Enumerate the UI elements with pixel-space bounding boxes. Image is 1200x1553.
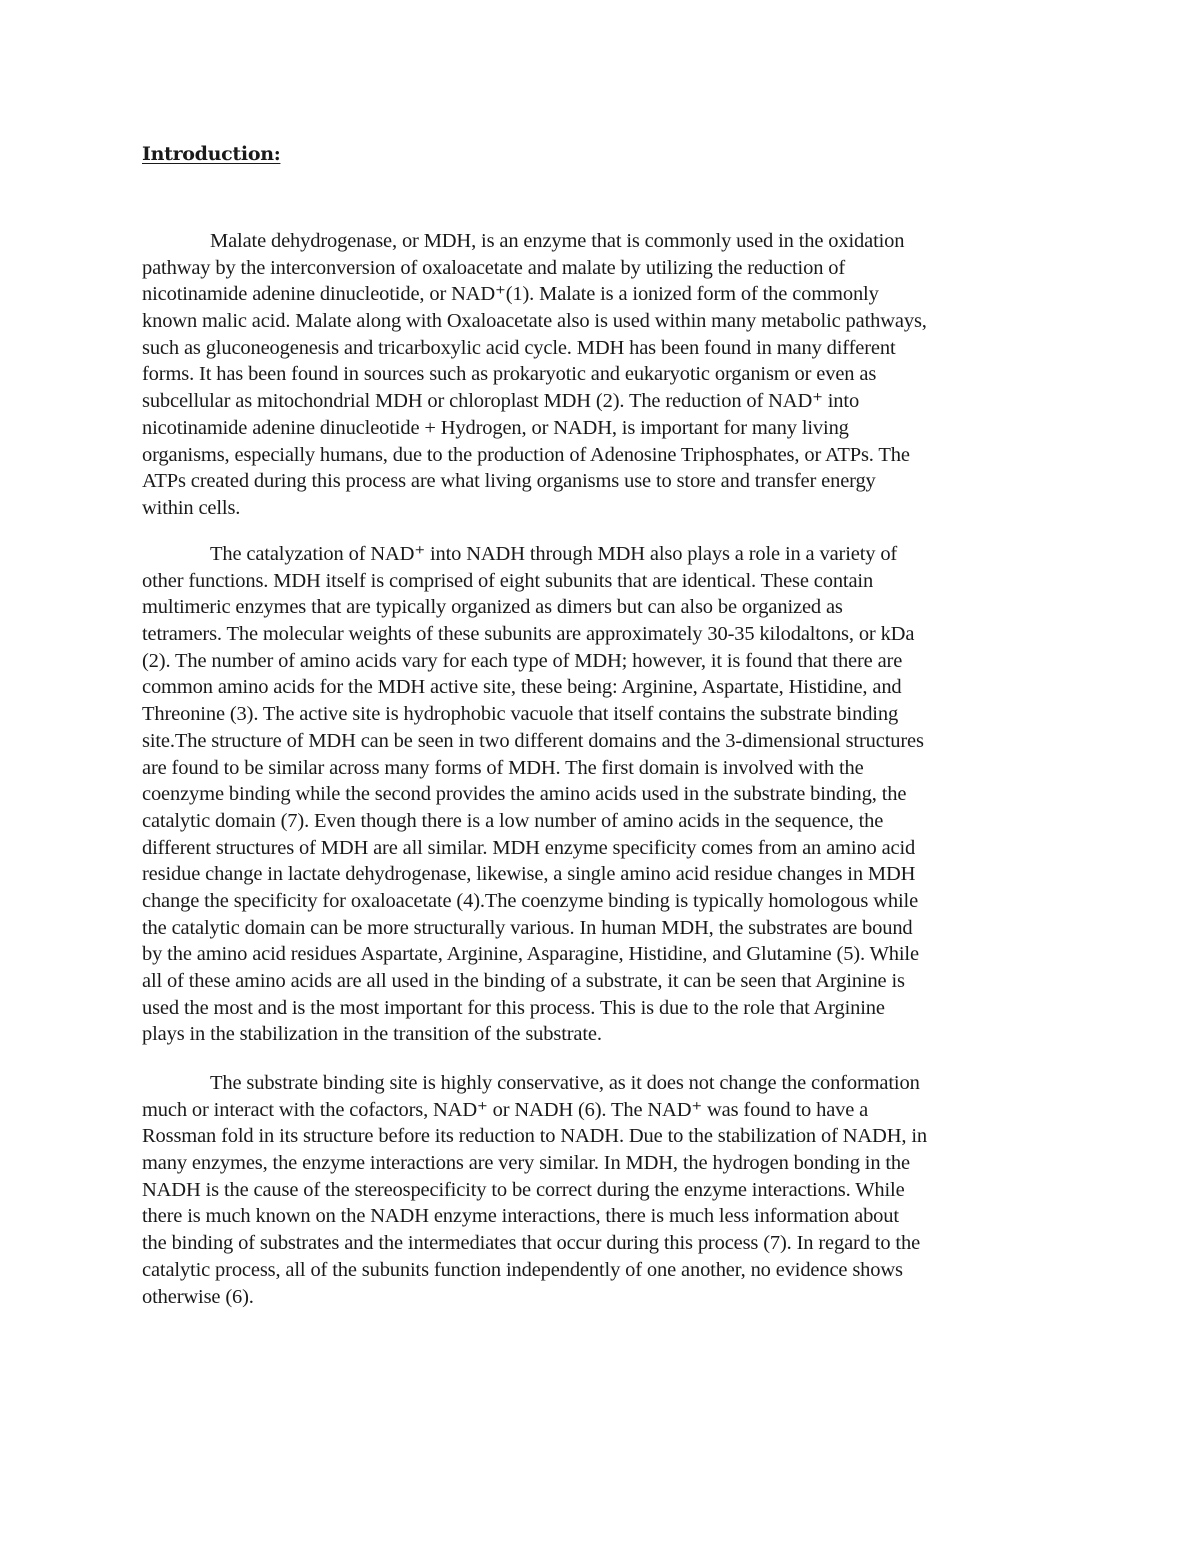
paragraph-line: multimeric enzymes that are typically organized as dimers but can also be organized as [142, 596, 843, 619]
paragraph-line: such as gluconeogenesis and tricarboxylic acid cycle. MDH has been found in many different [142, 336, 896, 359]
paragraph-line: Rossman fold in its structure before its reduction to NADH. Due to the stabilization of NADH, in [142, 1125, 927, 1148]
paragraph-line: Malate dehydrogenase, or MDH, is an enzyme that is commonly used in the oxidation [210, 230, 905, 252]
paragraph-line: other functions. MDH itself is comprised of eight subunits that are identical. These contain [142, 569, 874, 592]
paragraph-line: forms. It has been found in sources such as prokaryotic and eukaryotic organism or even as [142, 363, 877, 386]
paragraph-line: nicotinamide adenine dinucleotide + Hydrogen, or NADH, is important for many living [142, 416, 849, 439]
paragraph-line: residue change in lactate dehydrogenase, likewise, a single amino acid residue changes in MDH [142, 863, 916, 886]
paragraph-line: all of these amino acids are all used in the binding of a substrate, it can be seen that Arginine is [142, 970, 905, 992]
paragraph-line: pathway by the interconversion of oxaloacetate and malate by utilizing the reduction of [142, 256, 846, 279]
paragraph-line: ATPs created during this process are what living organisms use to store and transfer energy [142, 470, 876, 493]
paragraph-line: are found to be similar across many forms of MDH. The first domain is involved with the [142, 756, 864, 779]
paragraph-1 [142, 228, 1063, 522]
paragraph-line: within cells. [142, 496, 241, 519]
paragraph-line: by the amino acid residues Aspartate, Arginine, Asparagine, Histidine, and Glutamine (5). While [142, 943, 919, 966]
paragraph-line: site.The structure of MDH can be seen in two different domains and the 3-dimensional structures [142, 729, 924, 752]
paragraph-line: common amino acids for the MDH active site, these being: Arginine, Aspartate, Histidine, and [142, 676, 902, 699]
paragraph-line: organisms, especially humans, due to the production of Adenosine Triphosphates, or ATPs. The [142, 443, 910, 466]
paragraph-line: known malic acid. Malate along with Oxaloacetate also is used within many metabolic pathways, [142, 310, 927, 333]
paragraph-line: subcellular as mitochondrial MDH or chloroplast MDH (2). The reduction of NAD⁺ into [142, 390, 860, 413]
paragraph-line: catalytic domain (7). Even though there is a low number of amino acids in the sequence, the [142, 809, 884, 832]
paragraph-line: The catalyzation of NAD⁺ into NADH through MDH also plays a role in a variety of [210, 543, 898, 565]
paragraph-line: the catalytic domain can be more structurally various. In human MDH, the substrates are bound [142, 916, 913, 939]
paragraph-line: tetramers. The molecular weights of these subunits are approximately 30-35 kilodaltons, or kDa [142, 623, 915, 646]
paragraph-line: NADH is the cause of the stereospecificity to be correct during the enzyme interactions. While [142, 1178, 905, 1201]
paragraph-line: nicotinamide adenine dinucleotide, or NAD⁺(1). Malate is a ionized form of the commonly [142, 283, 879, 306]
paragraph-line: The substrate binding site is highly conservative, as it does not change the conformation [210, 1072, 920, 1094]
paragraph-line: there is much known on the NADH enzyme interactions, there is much less information about [142, 1205, 899, 1228]
paragraph-line: coenzyme binding while the second provides the amino acids used in the substrate binding, the [142, 783, 907, 806]
paragraph-line: much or interact with the cofactors, NAD⁺ or NADH (6). The NAD⁺ was found to have a [142, 1098, 869, 1121]
paragraph-line: catalytic process, all of the subunits function independently of one another, no evidence shows [142, 1258, 903, 1281]
paragraph-2 [142, 541, 1063, 1048]
paragraph-line: used the most and is the most important for this process. This is due to the role that Arginine [142, 996, 885, 1019]
section-heading: Introduction: [142, 143, 281, 165]
paragraph-line: Threonine (3). The active site is hydrophobic vacuole that itself contains the substrate binding [142, 703, 899, 726]
paragraph-line: the binding of substrates and the intermediates that occur during this process (7). In regard to the [142, 1232, 921, 1255]
paragraph-3 [142, 1070, 1063, 1310]
paragraph-line: plays in the stabilization in the transition of the substrate. [142, 1023, 602, 1046]
paragraph-line: many enzymes, the enzyme interactions are very similar. In MDH, the hydrogen bonding in the [142, 1152, 910, 1175]
paragraph-line: (2). The number of amino acids vary for each type of MDH; however, it is found that there are [142, 649, 903, 672]
paragraph-line: different structures of MDH are all similar. MDH enzyme specificity comes from an amino acid [142, 836, 916, 859]
paragraph-line: otherwise (6). [142, 1285, 254, 1308]
paragraph-line: change the specificity for oxaloacetate (4).The coenzyme binding is typically homologous while [142, 889, 919, 912]
